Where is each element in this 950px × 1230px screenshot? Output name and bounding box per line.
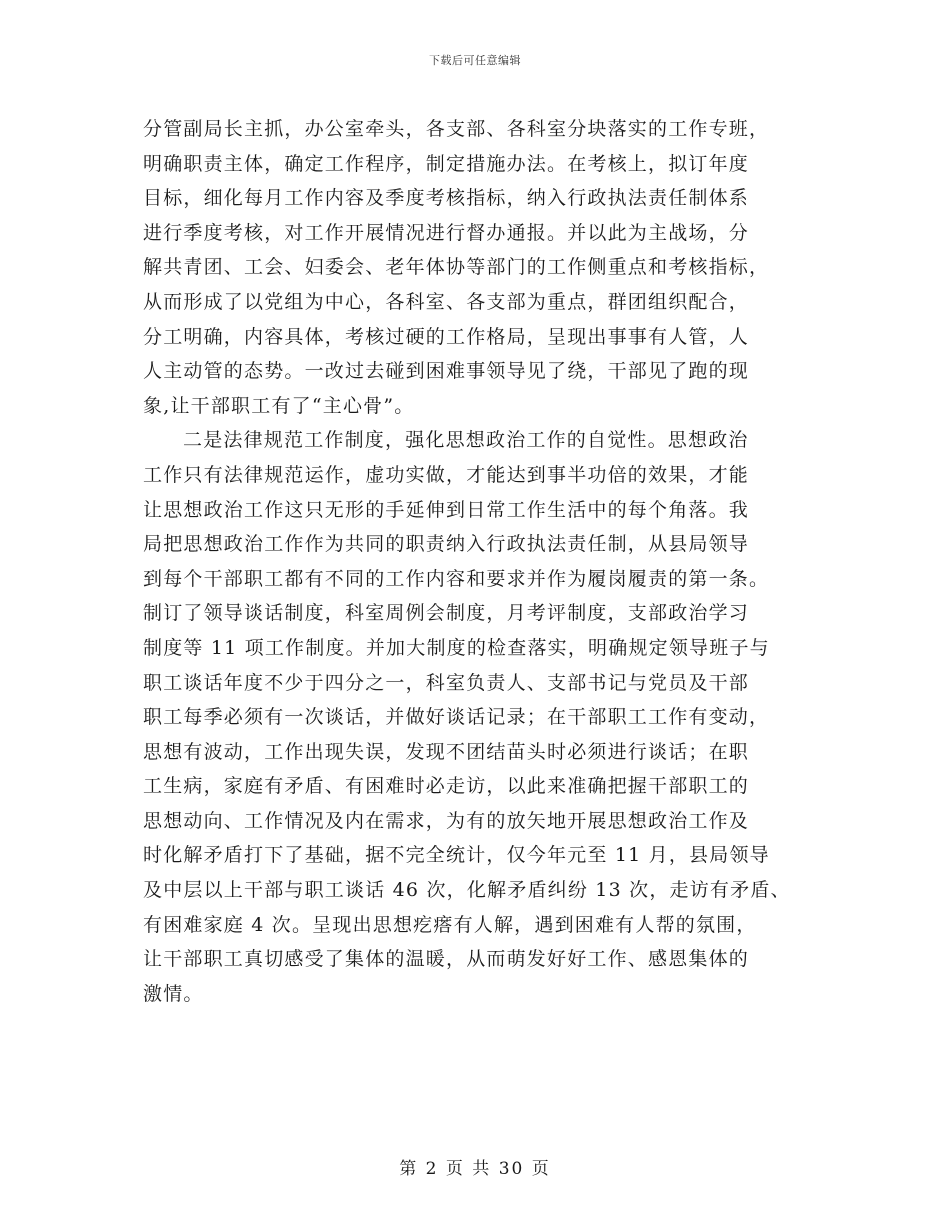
text-line: 思想动向、工作情况及内在需求，为有的放矢地开展思想政治工作及 bbox=[143, 809, 750, 832]
text-line: 目标，细化每月工作内容及季度考核指标，纳入行政执法责任制体系 bbox=[143, 187, 750, 210]
text-line: 让干部职工真切感受了集体的温暖，从而萌发好好工作、感恩集体的 bbox=[143, 948, 750, 971]
text-line: 激情。 bbox=[143, 982, 204, 1005]
text-line: 分管副局长主抓，办公室牵头，各支部、各科室分块落实的工作专班， bbox=[143, 118, 770, 140]
text-line: 职工每季必须有一次谈话，并做好谈话记录；在干部职工工作有变动， bbox=[143, 706, 770, 729]
text-line: 有困难家庭 4 次。呈现出思想疙瘩有人解，遇到困难有人帮的氛围， bbox=[143, 913, 757, 936]
text-line: 让思想政治工作这只无形的手延伸到日常工作生活中的每个角落。我 bbox=[143, 498, 750, 521]
text-line: 二是法律规范工作制度，强化思想政治工作的自觉性。思想政治 bbox=[183, 429, 749, 452]
text-line: 工生病，家庭有矛盾、有困难时必走访，以此来准确把握干部职工的 bbox=[143, 775, 750, 798]
paragraph-1 bbox=[143, 112, 813, 423]
text-line: 思想有波动，工作出现失误，发现不团结苗头时必须进行谈话；在职 bbox=[143, 740, 750, 763]
page-number-footer: 第 2 页 共 30 页 bbox=[399, 1159, 551, 1179]
text-line: 从而形成了以党组为中心，各科室、各支部为重点，群团组织配合， bbox=[143, 290, 750, 313]
text-line: 制订了领导谈话制度，科室周例会制度，月考评制度，支部政治学习 bbox=[143, 602, 750, 625]
text-line: 解共青团、工会、妇委会、老年体协等部门的工作侧重点和考核指标， bbox=[143, 256, 770, 279]
text-line: 时化解矛盾打下了基础，据不完全统计，仅今年元至 11 月，县局领导 bbox=[143, 844, 770, 867]
text-line: 工作只有法律规范运作，虚功实做，才能达到事半功倍的效果，才能 bbox=[143, 463, 750, 486]
text-line: 到每个干部职工都有不同的工作内容和要求并作为履岗履责的第一条。 bbox=[143, 567, 770, 590]
paragraph-2 bbox=[143, 423, 813, 1011]
text-line: 及中层以上干部与职工谈话 46 次，化解矛盾纠纷 13 次，走访有矛盾、 bbox=[143, 879, 791, 902]
text-line: 职工谈话年度不少于四分之一，科室负责人、支部书记与党员及干部 bbox=[143, 671, 750, 694]
text-line: 明确职责主体，确定工作程序，制定措施办法。在考核上，拟订年度 bbox=[143, 152, 750, 175]
page-header: 下载后可任意编辑 bbox=[429, 54, 521, 67]
text-line: 人主动管的态势。一改过去碰到困难事领导见了绕，干部见了跑的现 bbox=[143, 360, 750, 383]
text-line: 分工明确，内容具体，考核过硬的工作格局，呈现出事事有人管，人 bbox=[143, 325, 750, 348]
text-line: 制度等 11 项工作制度。并加大制度的检查落实，明确规定领导班子与 bbox=[143, 636, 770, 659]
text-line: 象,让干部职工有了“主心骨”。 bbox=[143, 394, 415, 417]
document-body bbox=[143, 112, 813, 1011]
text-line: 进行季度考核，对工作开展情况进行督办通报。并以此为主战场，分 bbox=[143, 221, 750, 244]
text-line: 局把思想政治工作作为共同的职责纳入行政执法责任制，从县局领导 bbox=[143, 533, 750, 556]
